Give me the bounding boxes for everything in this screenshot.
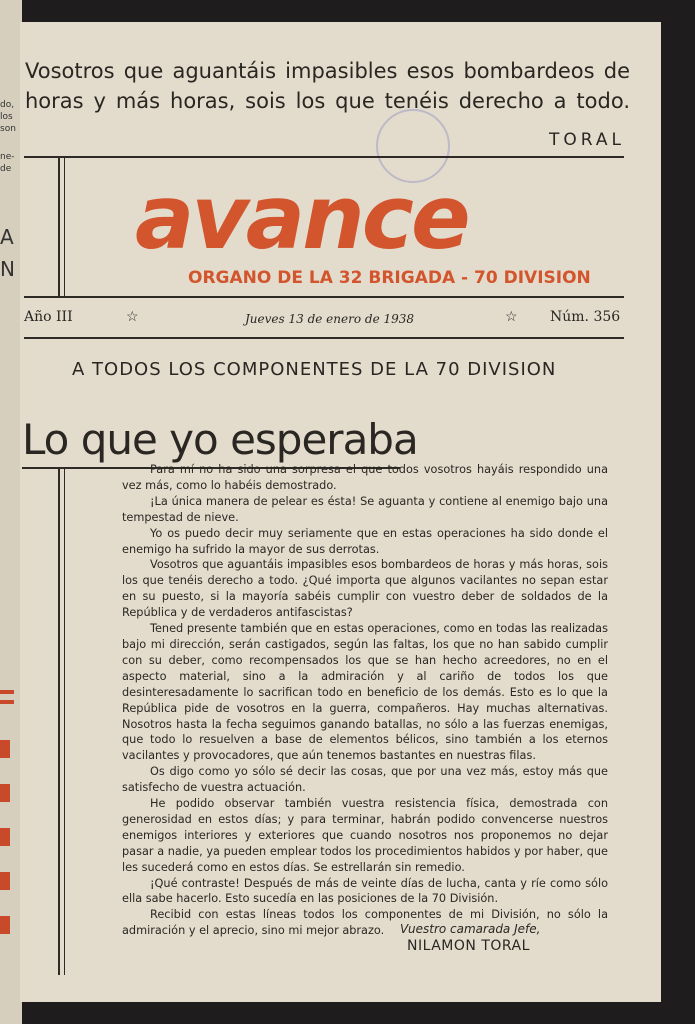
article-paragraph: Yo os puedo decir muy seriamente que en estas operaciones ha sido donde el enemigo ha sufrido la mayor de sus derrotas. [122, 526, 608, 556]
signature-line: Vuestro camarada Jefe, [400, 922, 541, 936]
article-paragraph: Os digo como yo sólo sé decir las cosas, que por una vez más, estoy más que satisfecho de vuestra actuación. [122, 765, 608, 795]
masthead-left-rule-thin [64, 156, 65, 296]
article-body [122, 462, 608, 939]
signature-name: NILAMON TORAL [407, 938, 530, 954]
spine-red-mark [0, 700, 14, 704]
issue-date: Jueves 13 de enero de 1938 [245, 312, 415, 326]
spine-fragment: ne- [0, 152, 15, 162]
adjacent-page-spine [0, 0, 22, 1024]
spine-fragment: los [0, 112, 13, 122]
spine-fragment: de [0, 164, 12, 174]
article-paragraph: He podido observar también vuestra resistencia física, demostrada con generosidad en estos días; y para terminar, habrán podido convencerse nuestros enemigos interiores y exteriores que cuando nosotros nos proponemos no dejar pasar a nadie, ya pueden emplear todos los procedimientos habidos y por haber, que les sucederá como en estos días. Se estrellarán sin remedio. [122, 797, 608, 874]
spine-red-mark [0, 740, 10, 960]
quote-author: TORAL [549, 130, 625, 150]
article-paragraph: Para mí no ha sido una sorpresa el que todos vosotros hayáis respondido una vez más, como lo habéis demostrado. [122, 463, 608, 492]
article-paragraph: ¡Qué contraste! Después de más de veinte días de lucha, canta y ríe como sólo ella sabe hacerlo. Esto sucedía en las posiciones de la 70 División. [122, 876, 608, 906]
body-left-rule-thin [64, 469, 65, 975]
article-paragraph: Recibid con estas líneas todos los componentes de mi División, no sólo la admiración y el aprecio, sino mi mejor abrazo. [122, 908, 608, 938]
spine-fragment: son [0, 124, 16, 134]
spine-fragment: do, [0, 100, 15, 110]
masthead-left-rule [58, 156, 60, 296]
masthead-logo: avance [135, 170, 468, 266]
star-icon: ☆ [126, 309, 139, 325]
info-bottom-rule [24, 337, 624, 339]
masthead-subtitle: ORGANO DE LA 32 BRIGADA - 70 DIVISION [188, 268, 591, 288]
article-paragraph: ¡La única manera de pelear es ésta! Se aguanta y contiene al enemigo bajo una tempestad de nieve. [122, 494, 608, 524]
body-left-rule [58, 469, 60, 975]
article-title: Lo que yo esperaba [22, 415, 418, 464]
issue-number: Núm. 356 [550, 309, 621, 325]
article-paragraph: Vosotros que aguantáis impasibles esos bombardeos de horas y más horas, sois los que tenéis derecho a todo. ¿Qué importa que algunos vacilantes no sepan estar en su puesto, si la mayoría sabéis cumplir con vuestro deber de soldados de la República y de verdaderos antifascistas? [122, 558, 608, 620]
article-heading: A TODOS LOS COMPONENTES DE LA 70 DIVISION [72, 359, 557, 380]
issue-year: Año III [24, 309, 73, 325]
spine-fragment: N [0, 257, 15, 281]
info-top-rule [24, 296, 624, 298]
header-quote: Vosotros que aguantáis impasibles esos bombardeos de horas y más horas, sois los que tenéis derecho a todo. [25, 59, 630, 113]
star-icon: ☆ [505, 309, 518, 325]
top-rule [24, 156, 624, 158]
spine-fragment: A [0, 225, 14, 249]
article-paragraph: Tened presente también que en estas operaciones, como en todas las realizadas bajo mi dirección, serán castigados, según las faltas, los que no han sabido cumplir con su deber, como recompensados los que se han hecho acreedores, no en el aspecto material, sino a la admiración y al cariño de todos los que desinteresadamente lo sacrifican todo en beneficio de los demás. Esto es lo que la República pide de vosotros en la guerra, compañeros. Hay muchas alternativas. Nosotros hasta la fecha seguimos ganando batallas, no sólo a las fuerzas enemigas, que todo lo resuelven a base de elementos bélicos, sino también a los eternos vacilantes y provocadores, que aún tenemos bastantes en nuestras filas. [122, 622, 608, 763]
spine-red-mark [0, 690, 14, 694]
